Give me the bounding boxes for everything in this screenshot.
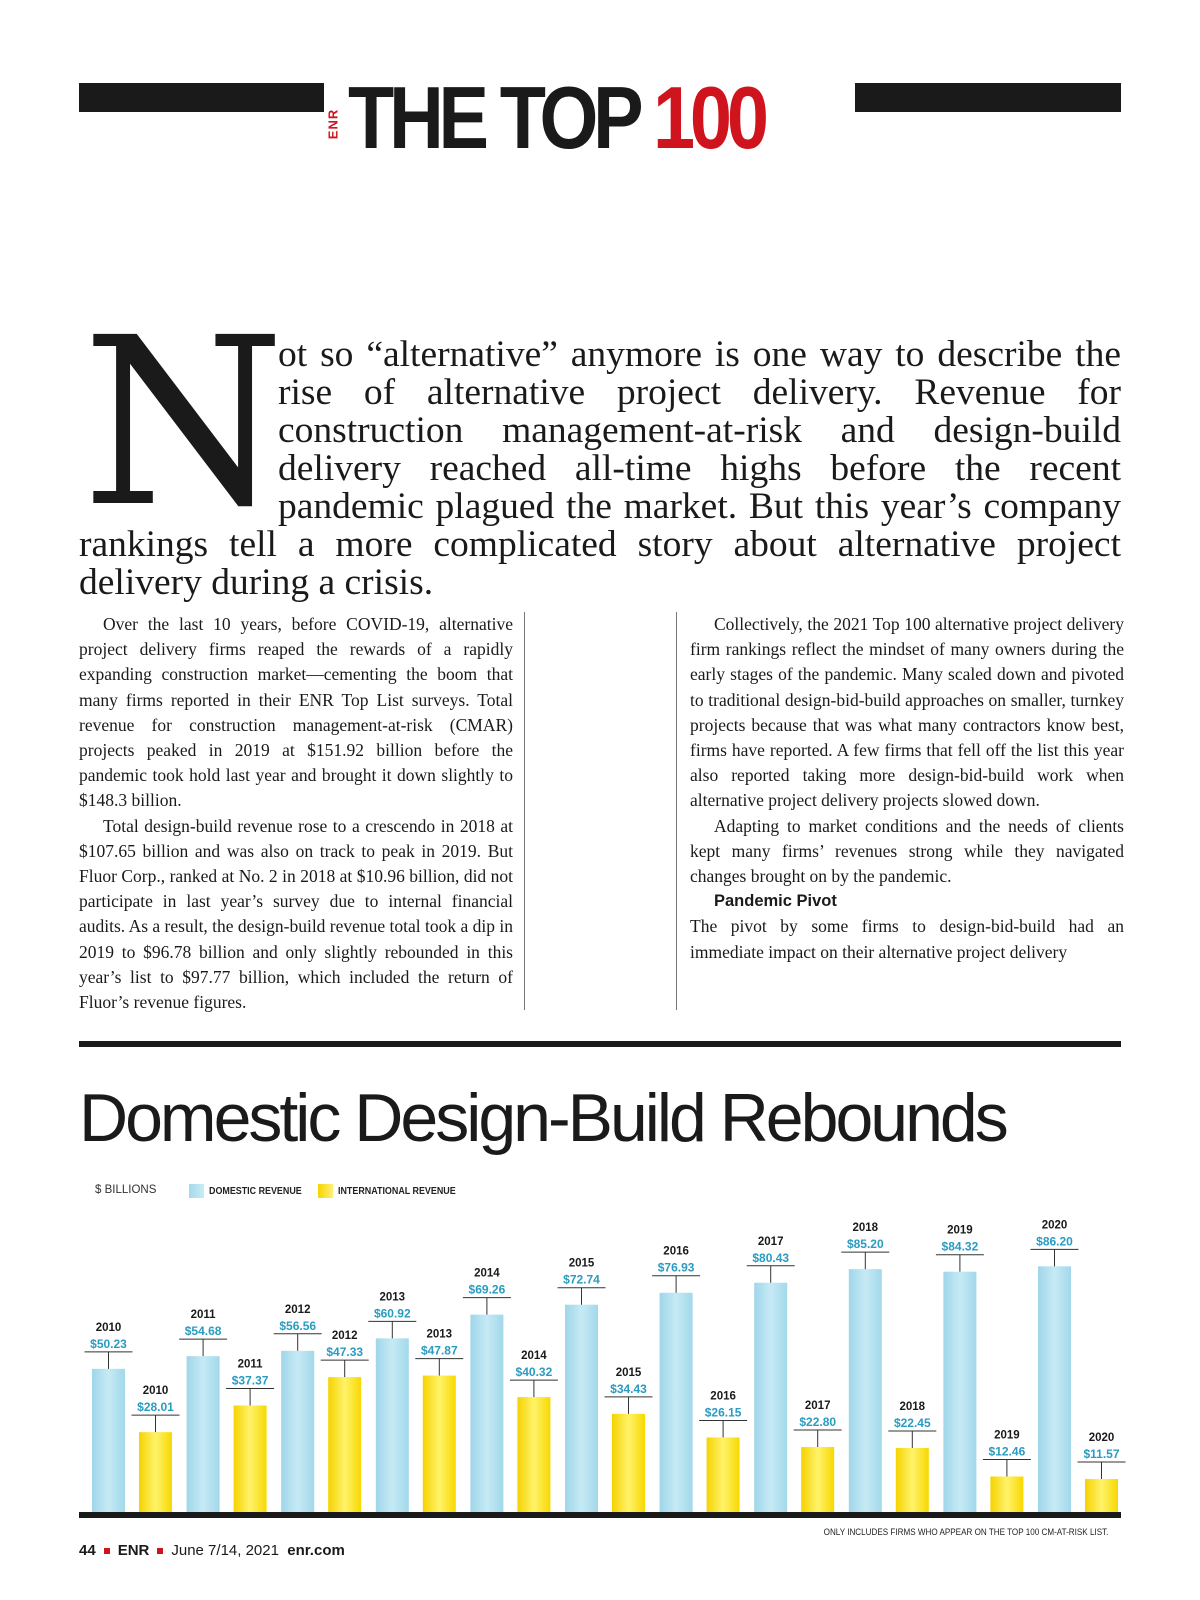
international-value-label-2020: $11.57 [1083,1447,1120,1462]
international-bar-2015 [612,1414,645,1512]
subhead: Pandemic Pivot [714,892,837,911]
international-value-label-2018: $22.45 [893,1416,931,1431]
footer-site: enr.com [287,1542,345,1559]
domestic-year-label-2015: 2015 [568,1257,595,1270]
international-year-label-2019: 2019 [994,1429,1020,1442]
international-year-label-2018: 2018 [899,1401,926,1414]
legend-label-international: INTERNATIONAL REVENUE [338,1185,456,1197]
page-number: 44 [79,1542,96,1559]
domestic-value-label-2011: $54.68 [184,1324,222,1339]
international-bar-2013 [423,1376,456,1512]
domestic-bar-2017 [754,1283,787,1512]
lede-line-6: rankings tell a more complicated story about alternative project [79,524,1121,565]
domestic-year-label-2020: 2020 [1041,1219,1068,1232]
paragraph: Over the last 10 years, before COVID-19, alternative project delivery firms reaped the rewards of a rapidly expanding construction market—cementing the boom that many firms reported in their ENR Top List surveys. Total revenue for construction management-at-risk (CMAR) projects peaked in 2019 at $151.92 billion before the pandemic took hold last year and brought it down slightly to $148.3 billion. [79,614,513,811]
domestic-year-label-2012: 2012 [284,1303,311,1316]
international-year-label-2013: 2013 [426,1328,453,1341]
footer-brand: ENR [117,1542,150,1559]
chart-footnote: ONLY INCLUDES FIRMS WHO APPEAR ON THE TOP 100 CM-AT-RISK LIST. [823,1527,1108,1537]
domestic-value-label-2018: $85.20 [846,1237,884,1252]
international-year-label-2017: 2017 [804,1400,831,1413]
domestic-bar-2018 [849,1269,882,1512]
legend-unit: $ BILLIONS [95,1184,157,1196]
domestic-bar-2016 [660,1293,693,1512]
enr-logo: ENR [325,108,340,140]
domestic-year-label-2013: 2013 [379,1291,406,1304]
domestic-year-label-2017: 2017 [757,1235,784,1248]
international-value-label-2014: $40.32 [515,1365,553,1380]
international-value-label-2010: $28.01 [137,1400,174,1415]
section-title-number: 100 [652,68,764,167]
lede-line-1: ot so “alternative” anymore is one way to describe the [278,334,1121,375]
international-bar-2016 [707,1437,740,1512]
domestic-value-label-2017: $80.43 [752,1250,790,1265]
international-year-label-2010: 2010 [142,1385,169,1398]
chart-title: Domestic Design-Build Rebounds [79,1080,1006,1156]
domestic-bar-2014 [470,1315,503,1512]
international-value-label-2015: $34.43 [610,1381,647,1396]
domestic-bar-2012 [281,1351,314,1512]
domestic-year-label-2016: 2016 [663,1245,689,1258]
international-bar-2014 [517,1397,550,1512]
domestic-year-label-2011: 2011 [190,1309,216,1322]
international-bar-2019 [990,1476,1023,1512]
domestic-value-label-2010: $50.23 [90,1336,127,1351]
international-year-label-2016: 2016 [710,1390,736,1403]
separator-square [157,1548,163,1554]
international-value-label-2012: $47.33 [326,1345,364,1360]
international-value-label-2011: $37.37 [231,1373,269,1388]
lede-line-4: delivery reached all-time highs before the recent [278,448,1121,489]
domestic-year-label-2010: 2010 [95,1321,122,1334]
international-bar-2020 [1085,1479,1118,1512]
chart-baseline [79,1512,1121,1518]
international-bar-2012 [328,1377,361,1512]
international-year-label-2012: 2012 [331,1330,358,1343]
international-value-label-2017: $22.80 [799,1415,837,1430]
domestic-value-label-2015: $72.74 [563,1272,600,1287]
domestic-value-label-2012: $56.56 [279,1318,317,1333]
international-bar-2011 [234,1405,267,1512]
international-year-label-2020: 2020 [1088,1432,1115,1445]
lede-line-2: rise of alternative project delivery. Revenue for [278,372,1121,413]
paragraph: Adapting to market conditions and the needs of clients kept many firms’ revenues strong while they navigated changes brought on by the pandemic. [690,815,1124,887]
drop-cap: N [82,288,285,558]
international-year-label-2011: 2011 [237,1358,263,1371]
lede-line-5: pandemic plagued the market. But this year’s company [278,486,1121,527]
international-value-label-2013: $47.87 [420,1343,458,1358]
domestic-bar-2013 [376,1338,409,1512]
international-year-label-2015: 2015 [615,1366,642,1379]
lede-line-3: construction management-at-risk and design-build [278,410,1121,451]
separator-square [104,1548,110,1554]
domestic-value-label-2016: $76.93 [657,1260,695,1275]
domestic-bar-2019 [943,1272,976,1512]
domestic-bar-2020 [1038,1266,1071,1512]
lede-line-7: delivery during a crisis. [79,562,434,603]
domestic-year-label-2019: 2019 [947,1224,973,1237]
page-footer [79,1542,345,1559]
international-bar-2017 [801,1447,834,1512]
international-value-label-2019: $12.46 [988,1444,1026,1459]
international-year-label-2014: 2014 [521,1350,547,1363]
section-title-text: THE TOP [348,68,653,167]
domestic-value-label-2020: $86.20 [1036,1234,1073,1249]
domestic-year-label-2018: 2018 [852,1222,879,1235]
paragraph: The pivot by some firms to design-bid-build had an immediate impact on their alternative project delivery [690,916,1124,962]
international-bar-2018 [896,1448,929,1512]
domestic-bar-2015 [565,1305,598,1512]
issue-date: June 7/14, 2021 [171,1542,279,1559]
domestic-bar-2011 [187,1356,220,1512]
paragraph: Total design-build revenue rose to a crescendo in 2018 at $107.65 billion and was also on track to peak in 2019. But Fluor Corp., ranked at No. 2 in 2018 at $10.96 billion, did not participate in last year’s survey due to internal financial audits. As a result, the design-build revenue total took a dip in 2019 to $96.78 billion and only slightly rebounded in this year’s list to $97.77 billion, which included the return of Fluor’s revenue figures. [79,815,514,1013]
domestic-value-label-2019: $84.32 [941,1239,979,1254]
domestic-bar-2010 [92,1369,125,1512]
domestic-year-label-2014: 2014 [474,1267,500,1280]
legend-label-domestic: DOMESTIC REVENUE [209,1185,302,1197]
international-bar-2010 [139,1432,172,1512]
domestic-value-label-2013: $60.92 [373,1306,411,1321]
domestic-value-label-2014: $69.26 [468,1282,506,1297]
paragraph: Collectively, the 2021 Top 100 alternative project delivery firm rankings reflect the mindset of many owners during the early stages of the pandemic. Many scaled down and pivoted to traditional design-bid-build approaches on smaller, turnkey projects because that was what many contractors know best, firms have reported. A few firms that fell off the list this year also reported taking more design-bid-build work when alternative project delivery projects slowed down. [690,614,1124,811]
international-value-label-2016: $26.15 [704,1405,742,1420]
